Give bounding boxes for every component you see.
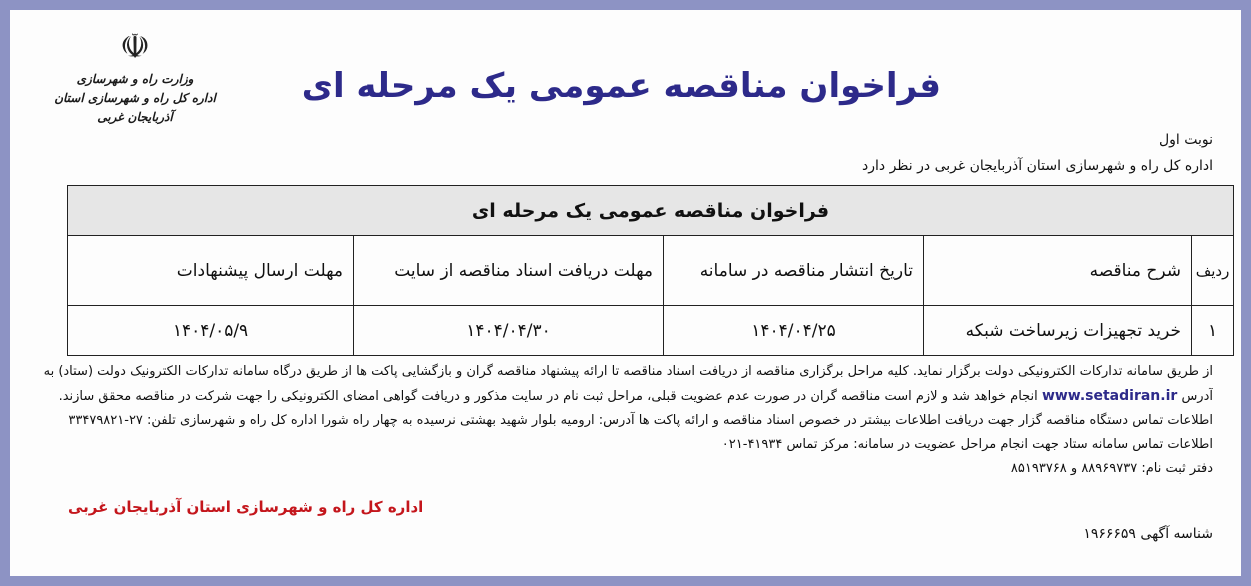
issuer-signature: اداره کل راه و شهرسازی استان آذربایجان غربی <box>68 498 424 516</box>
table-row <box>68 306 1234 356</box>
header-document-deadline: مهلت دریافت اسناد مناقصه از سایت <box>354 236 664 306</box>
registration-office: دفتر ثبت نام: ۸۸۹۶۹۷۳۷ و ۸۵۱۹۳۷۶۸ <box>1010 461 1213 476</box>
cell-document-deadline: ۱۴۰۴/۰۴/۳۰ <box>354 306 664 356</box>
cell-submission-deadline: ۱۴۰۴/۰۵/۹ <box>68 306 354 356</box>
logo-line-2: اداره کل راه و شهرسازی استان <box>54 91 216 105</box>
header-submission-deadline: مهلت ارسال پیشنهادات <box>68 236 354 306</box>
contact-info-setad: اطلاعات تماس سامانه ستاد جهت انجام مراحل عضویت در سامانه: مرکز تماس ۴۱۹۳۴-۰۲۱ <box>721 437 1213 452</box>
logo-line-3: آذربایجان غربی <box>97 110 173 124</box>
page-title: فراخوان مناقصه عمومی یک مرحله ای <box>301 66 941 106</box>
header-row-number: ردیف <box>1192 236 1234 306</box>
body-paragraph-2-text: انجام خواهد شد و لازم است مناقصه گران در صورت عدم عضویت قبلی، مراحل ثبت نام در سایت مذکور و دریافت گواهی امضای الکترونیکی را جهت شرکت در مناقصه محقق سازند. <box>58 389 1038 404</box>
cell-row-number: ۱ <box>1192 306 1234 356</box>
header-description: شرح مناقصه <box>924 236 1192 306</box>
cell-publish-date: ۱۴۰۴/۰۴/۲۵ <box>664 306 924 356</box>
tender-table <box>67 185 1234 356</box>
notice-body <box>17 360 1213 481</box>
header-publish-date: تاریخ انتشار مناقصه در سامانه <box>664 236 924 306</box>
emblem-icon: ☫ <box>119 27 151 67</box>
address-label: آدرس <box>1181 389 1213 404</box>
contact-info-tenderer: اطلاعات تماس دستگاه مناقصه گزار جهت دریافت اطلاعات بیشتر در خصوص اسناد مناقصه و ارائه پاکت ها آدرس: ارومیه بلوار شهید بهشتی نرسیده به چهار راه شورا اداره کل راه و شهرسازی تلفن: ۲۷-۳۳۴۷۹۸۲۱ <box>68 413 1213 428</box>
body-paragraph-1: از طریق سامانه تدارکات الکترونیکی دولت برگزار نماید. کلیه مراحل برگزاری مناقصه از دریافت اسناد مناقصه تا ارائه پیشنهاد مناقصه گران و بازگشایی پاکت ها از طریق درگاه سامانه تدارکات الکترونیک دولت (ستاد) به <box>43 364 1213 379</box>
logo-line-1: وزارت راه و شهرسازی <box>76 72 194 86</box>
ministry-logo <box>50 24 220 184</box>
cell-description: خرید تجهیزات زیرساخت شبکه <box>924 306 1192 356</box>
table-title: فراخوان مناقصه عمومی یک مرحله ای <box>68 186 1234 236</box>
publication-round: نوبت اول <box>1158 132 1213 148</box>
intro-text: اداره کل راه و شهرسازی استان آذربایجان غربی در نظر دارد <box>862 158 1213 174</box>
body-paragraph-2 <box>17 384 1213 409</box>
ad-identifier: شناسه آگهی ۱۹۶۶۶۵۹ <box>1083 526 1213 542</box>
website-link[interactable]: www.setadiran.ir <box>1041 388 1178 404</box>
table-header-row <box>68 236 1234 306</box>
